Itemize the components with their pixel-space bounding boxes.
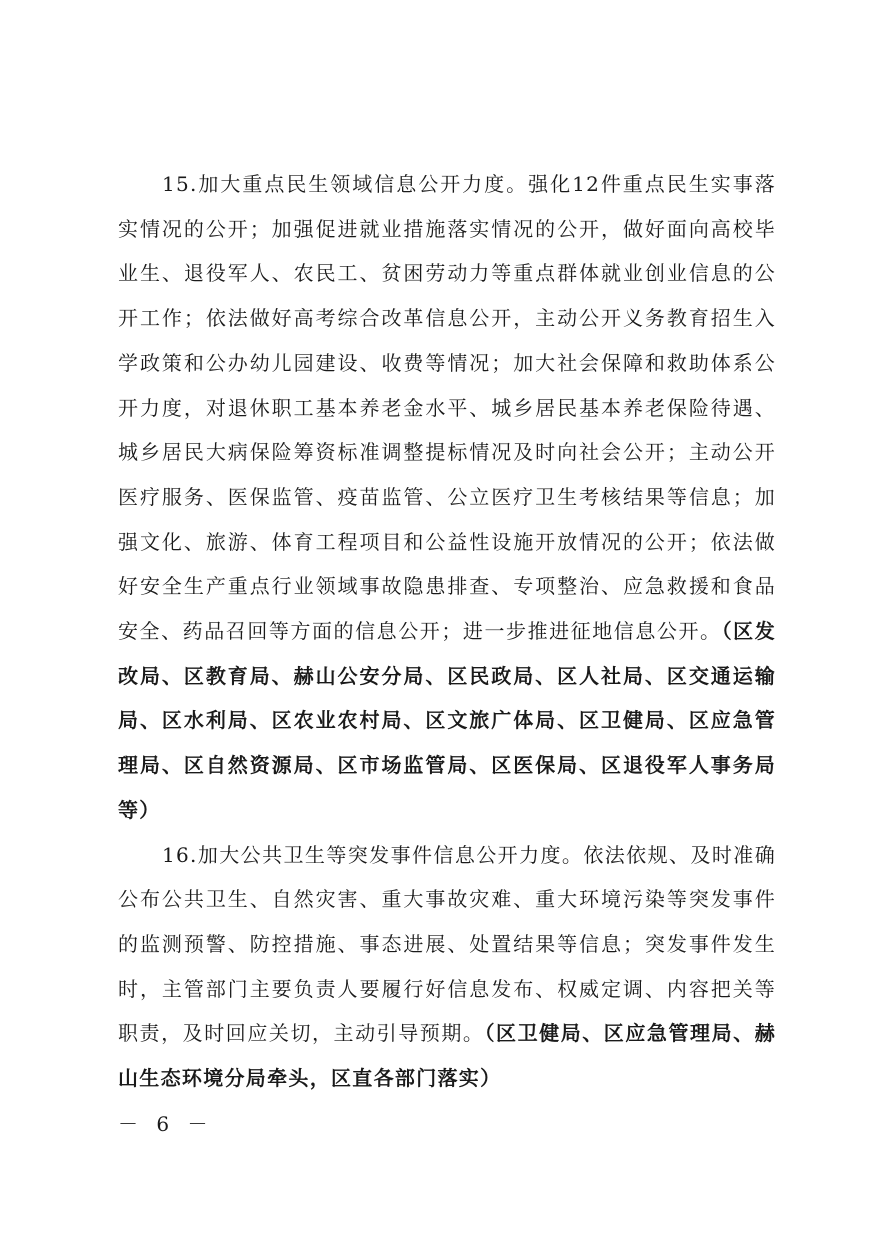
paragraph-15	[118, 162, 776, 833]
paragraph-15-text: 15.加大重点民生领域信息公开力度。强化12件重点民生实事落实情况的公开；加强促进就业措施落实情况的公开，做好面向高校毕业生、退役军人、农民工、贫困劳动力等重点群体就业创业信息的公开工作；依法做好高考综合改革信息公开，主动公开义务教育招生入学政策和公办幼儿园建设、收费等情况；加大社会保障和救助体系公开力度，对退休职工基本养老金水平、城乡居民基本养老保险待遇、城乡居民大病保险筹资标准调整提标情况及时向社会公开；主动公开医疗服务、医保监管、疫苗监管、公立医疗卫生考核结果等信息；加强文化、旅游、体育工程项目和公益性设施开放情况的公开；依法做好安全生产重点行业领域事故隐患排查、专项整治、应急救援和食品安全、药品召回等方面的信息公开；进一步推进征地信息公开。	[118, 172, 776, 644]
document-body	[118, 162, 776, 1101]
page-number: － 6 －	[118, 1112, 214, 1136]
paragraph-16	[118, 833, 776, 1101]
paragraph-16-text: 16.加大公共卫生等突发事件信息公开力度。依法依规、及时准确公布公共卫生、自然灾害、重大事故灾难、重大环境污染等突发事件的监测预警、防控措施、事态进展、处置结果等信息；突发事件发生时，主管部门主要负责人要履行好信息发布、权威定调、内容把关等职责，及时回应关切，主动引导预期。	[118, 842, 776, 1046]
paragraph-16-responsible-units: （区卫健局、区应急管理局、赫山生态环境分局牵头，区直各部门落实）	[118, 1021, 776, 1091]
paragraph-15-responsible-units: （区发改局、区教育局、赫山公安分局、区民政局、区人社局、区交通运输局、区水利局、区农业农村局、区文旅广体局、区卫健局、区应急管理局、区自然资源局、区市场监管局、区医保局、区退役军人事务局等）	[118, 619, 776, 822]
